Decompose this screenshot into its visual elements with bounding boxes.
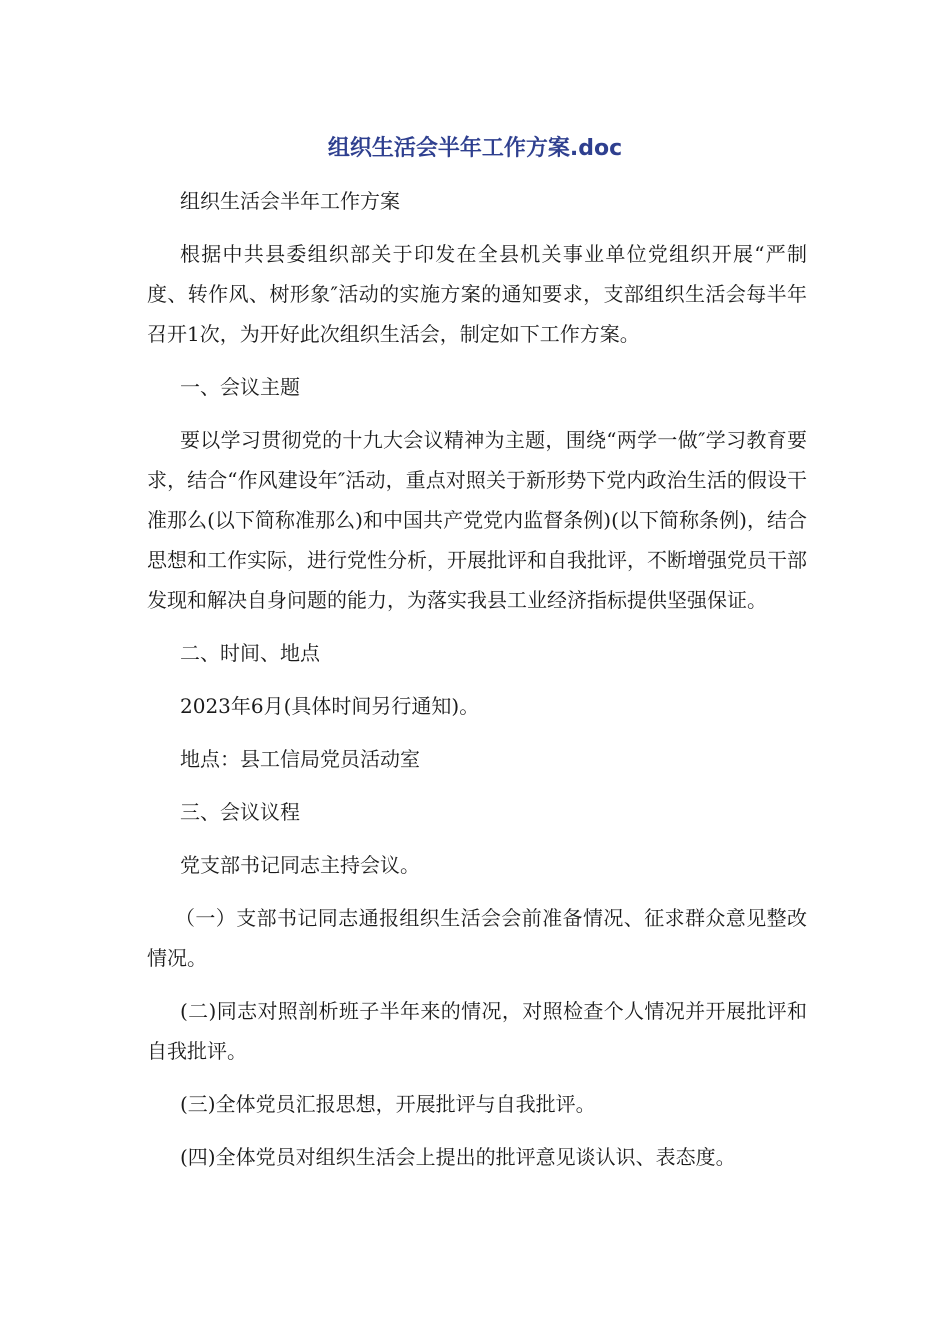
time-paragraph: 2023年6月(具体时间另行通知)。: [180, 694, 480, 718]
subtitle-paragraph: 组织生活会半年工作方案: [180, 189, 400, 213]
agenda-item-3: (三)全体党员汇报思想，开展批评与自我批评。: [180, 1092, 596, 1116]
intro-paragraph: 根据中共县委组织部关于印发在全县机关事业单位党组织开展“严制度、转作风、树形象″活动的实施方案的通知要求，支部组织生活会每半年召开1次，为开好此次组织生活会，制定如下工作方案。: [147, 242, 807, 346]
agenda-item-1: （一）支部书记同志通报组织生活会会前准备情况、征求群众意见整改情况。: [147, 906, 807, 970]
agenda-item-4: (四)全体党员对组织生活会上提出的批评意见谈认识、表态度。: [180, 1145, 736, 1169]
theme-paragraph: 要以学习贯彻党的十九大会议精神为主题，围绕“两学一做″学习教育要求，结合“作风建设年″活动，重点对照关于新形势下党内政治生活的假设干准那么(以下简称准那么)和中国共产党党内监督条例)(以下简称条例)，结合思想和工作实际，进行党性分析，开展批评和自我批评，不断增强党员干部发现和解决自身问题的能力，为落实我县工业经济指标提供坚强保证。: [147, 428, 807, 612]
agenda-item-2: (二)同志对照剖析班子半年来的情况，对照检查个人情况并开展批评和自我批评。: [147, 999, 807, 1063]
place-paragraph: 地点：县工信局党员活动室: [180, 747, 420, 771]
agenda-host-paragraph: 党支部书记同志主持会议。: [180, 853, 420, 877]
section-heading-time-place: 二、时间、地点: [180, 641, 320, 665]
section-heading-agenda: 三、会议议程: [180, 800, 300, 824]
document-title: 组织生活会半年工作方案.doc: [327, 136, 623, 161]
section-heading-theme: 一、会议主题: [180, 375, 300, 399]
document-body: [147, 181, 807, 1190]
